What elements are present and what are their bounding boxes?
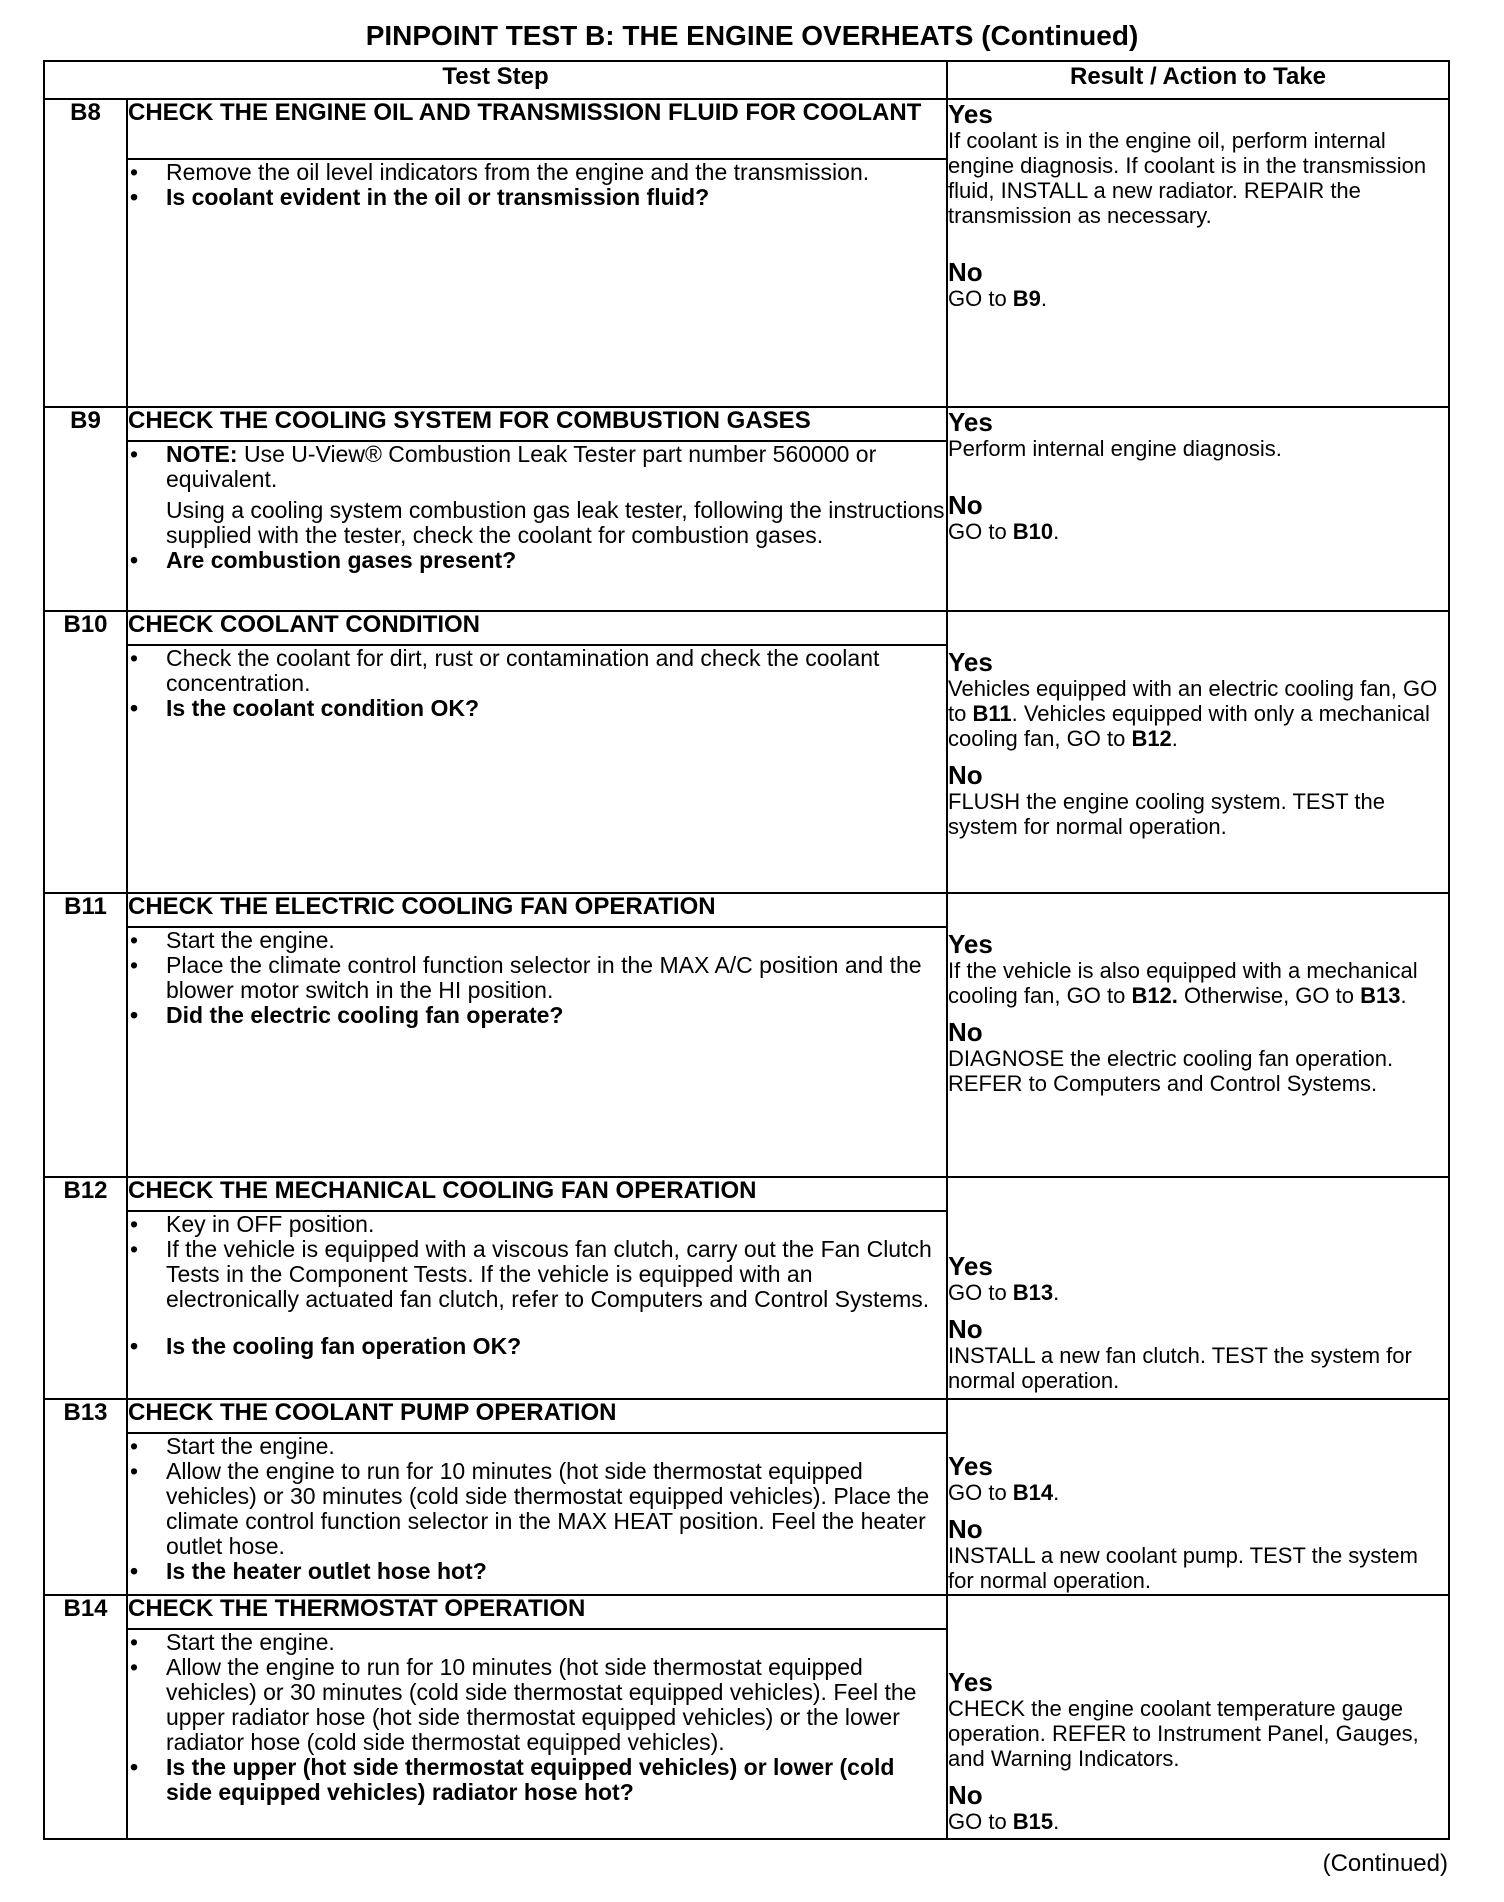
no-text: GO to B9.	[948, 286, 1048, 311]
pinpoint-test-table	[43, 60, 1450, 1840]
list-item: • Place the climate control function selector in the MAX A/C position and the blower motor switch in the HI position.	[128, 953, 946, 1003]
list-item: • Allow the engine to run for 10 minutes (hot side thermostat equipped vehicles) or 30 minutes (cold side thermostat equipped vehicles). Place the climate control function selector in the MAX HEAT position. Feel the heater outlet hose.	[128, 1459, 946, 1559]
step-question: • Is the coolant condition OK?	[128, 696, 946, 721]
table-header-row	[44, 61, 1449, 99]
no-text: DIAGNOSE the electric cooling fan operation. REFER to Computers and Control Systems.	[948, 1046, 1394, 1096]
step-ref: B14	[1012, 1480, 1054, 1505]
list-item: Using a cooling system combustion gas leak tester, following the instructions supplied with the tester, check the coolant for combustion gases.	[166, 497, 945, 548]
yes-label: Yes	[948, 99, 993, 129]
list-item: • Start the engine.	[128, 1434, 946, 1459]
step-title: CHECK COOLANT CONDITION	[127, 611, 947, 645]
no-label: No	[948, 490, 983, 520]
yes-text: CHECK the engine coolant temperature gauge operation. REFER to Instrument Panel, Gauges, and Warning Indicators.	[948, 1696, 1419, 1771]
step-question: • Is the upper (hot side thermostat equipped vehicles) or lower (cold side equipped vehicles) radiator hose hot?	[128, 1755, 946, 1805]
no-label: No	[948, 1314, 983, 1344]
no-label: No	[948, 1780, 983, 1810]
no-text: GO to B15.	[948, 1809, 1060, 1834]
step-body	[127, 441, 947, 611]
note-item	[128, 442, 946, 492]
step-result	[947, 407, 1449, 611]
yes-label: Yes	[948, 1251, 993, 1281]
step-body	[127, 645, 947, 893]
page-title: PINPOINT TEST B: THE ENGINE OVERHEATS (Continued)	[365, 20, 1139, 51]
column-header-result: Result / Action to Take	[947, 61, 1449, 99]
step-result	[947, 893, 1449, 1177]
no-label: No	[948, 1514, 983, 1544]
step-body	[127, 159, 947, 407]
yes-text: GO to B13.	[948, 1280, 1060, 1305]
step-b10-title-row	[44, 611, 1449, 645]
continued-footer: (Continued)	[1322, 1850, 1448, 1877]
step-result	[947, 1177, 1449, 1399]
list-item: • Check the coolant for dirt, rust or contamination and check the coolant concentration.	[128, 646, 946, 696]
yes-label: Yes	[948, 1451, 993, 1481]
step-result	[947, 1595, 1449, 1839]
list-item: • Remove the oil level indicators from the engine and the transmission.	[128, 160, 946, 185]
step-ref: B12	[1131, 726, 1172, 751]
no-text: INSTALL a new coolant pump. TEST the system for normal operation.	[948, 1543, 1418, 1593]
no-label: No	[948, 760, 983, 790]
list-item: • Allow the engine to run for 10 minutes (hot side thermostat equipped vehicles) or 30 minutes (cold side thermostat equipped vehicles). Feel the upper radiator hose (hot side thermostat equipped vehicles) or the lower radiator hose (cold side thermostat equipped vehicles).	[128, 1655, 946, 1755]
list-item: • Key in OFF position.	[128, 1212, 946, 1237]
step-question: • Is the heater outlet hose hot?	[128, 1559, 946, 1584]
step-b9-title-row	[44, 407, 1449, 441]
no-label: No	[948, 1017, 983, 1047]
step-id: B14	[44, 1595, 127, 1839]
step-title: CHECK THE COOLANT PUMP OPERATION	[127, 1399, 947, 1433]
no-text: FLUSH the engine cooling system. TEST the system for normal operation.	[948, 789, 1385, 839]
list-item: • Start the engine.	[128, 1630, 946, 1655]
column-header-test-step: Test Step	[44, 61, 947, 99]
yes-label: Yes	[948, 929, 993, 959]
yes-text: If the vehicle is also equipped with a mechanical cooling fan, GO to B12. Otherwise, GO to B13.	[948, 958, 1418, 1008]
step-ref: B9	[1012, 286, 1041, 311]
step-id: B10	[44, 611, 127, 893]
note-label: NOTE:	[166, 441, 238, 467]
step-title: CHECK THE MECHANICAL COOLING FAN OPERATION	[127, 1177, 947, 1211]
step-title: CHECK THE COOLING SYSTEM FOR COMBUSTION GASES	[127, 407, 947, 441]
step-id: B11	[44, 893, 127, 1177]
note-text: Use U-View® Combustion Leak Tester part number 560000 or equivalent.	[166, 441, 877, 492]
step-b14-title-row	[44, 1595, 1449, 1629]
yes-label: Yes	[948, 647, 993, 677]
step-b12-title-row	[44, 1177, 1449, 1211]
no-label: No	[948, 257, 983, 287]
step-result	[947, 99, 1449, 407]
step-b11-title-row	[44, 893, 1449, 927]
step-title: CHECK THE THERMOSTAT OPERATION	[127, 1595, 947, 1629]
yes-text: If coolant is in the engine oil, perform internal engine diagnosis. If coolant is in the transmission fluid, INSTALL a new radiator. REPAIR the transmission as necessary.	[948, 128, 1427, 228]
step-ref: B13	[1360, 983, 1401, 1008]
step-b13-title-row	[44, 1399, 1449, 1433]
yes-text: Vehicles equipped with an electric cooling fan, GO to B11. Vehicles equipped with only a mechanical cooling fan, GO to B12.	[948, 676, 1438, 751]
step-ref: B11	[972, 701, 1012, 726]
step-ref: B15	[1012, 1809, 1054, 1834]
step-title: CHECK THE ENGINE OIL AND TRANSMISSION FLUID FOR COOLANT	[127, 99, 947, 159]
list-item: • Start the engine.	[128, 928, 946, 953]
yes-label: Yes	[948, 407, 993, 437]
step-ref: B12.	[1131, 983, 1178, 1008]
yes-label: Yes	[948, 1667, 993, 1697]
step-ref: B10	[1012, 519, 1054, 544]
step-result	[947, 1399, 1449, 1595]
no-text: GO to B10.	[948, 519, 1060, 544]
no-text: INSTALL a new fan clutch. TEST the system for normal operation.	[948, 1343, 1412, 1393]
step-id: B8	[44, 99, 127, 407]
step-ref: B13	[1012, 1280, 1054, 1305]
step-question: • Is coolant evident in the oil or transmission fluid?	[128, 185, 946, 210]
step-b8-title-row	[44, 99, 1449, 159]
step-question: • Is the cooling fan operation OK?	[128, 1334, 946, 1359]
step-question: • Did the electric cooling fan operate?	[128, 1003, 946, 1028]
step-id: B9	[44, 407, 127, 611]
step-body	[127, 927, 947, 1177]
step-id: B12	[44, 1177, 127, 1399]
yes-text: Perform internal engine diagnosis.	[948, 436, 1282, 461]
step-body	[127, 1433, 947, 1595]
list-item: • If the vehicle is equipped with a viscous fan clutch, carry out the Fan Clutch Tests in the Component Tests. If the vehicle is equipped with an electronically actuated fan clutch, refer to Computers and Control Systems.	[128, 1237, 946, 1312]
step-question: • Are combustion gases present?	[128, 548, 946, 573]
step-result	[947, 611, 1449, 893]
step-id: B13	[44, 1399, 127, 1595]
step-title: CHECK THE ELECTRIC COOLING FAN OPERATION	[127, 893, 947, 927]
step-body	[127, 1629, 947, 1839]
yes-text: GO to B14.	[948, 1480, 1060, 1505]
step-body	[127, 1211, 947, 1399]
